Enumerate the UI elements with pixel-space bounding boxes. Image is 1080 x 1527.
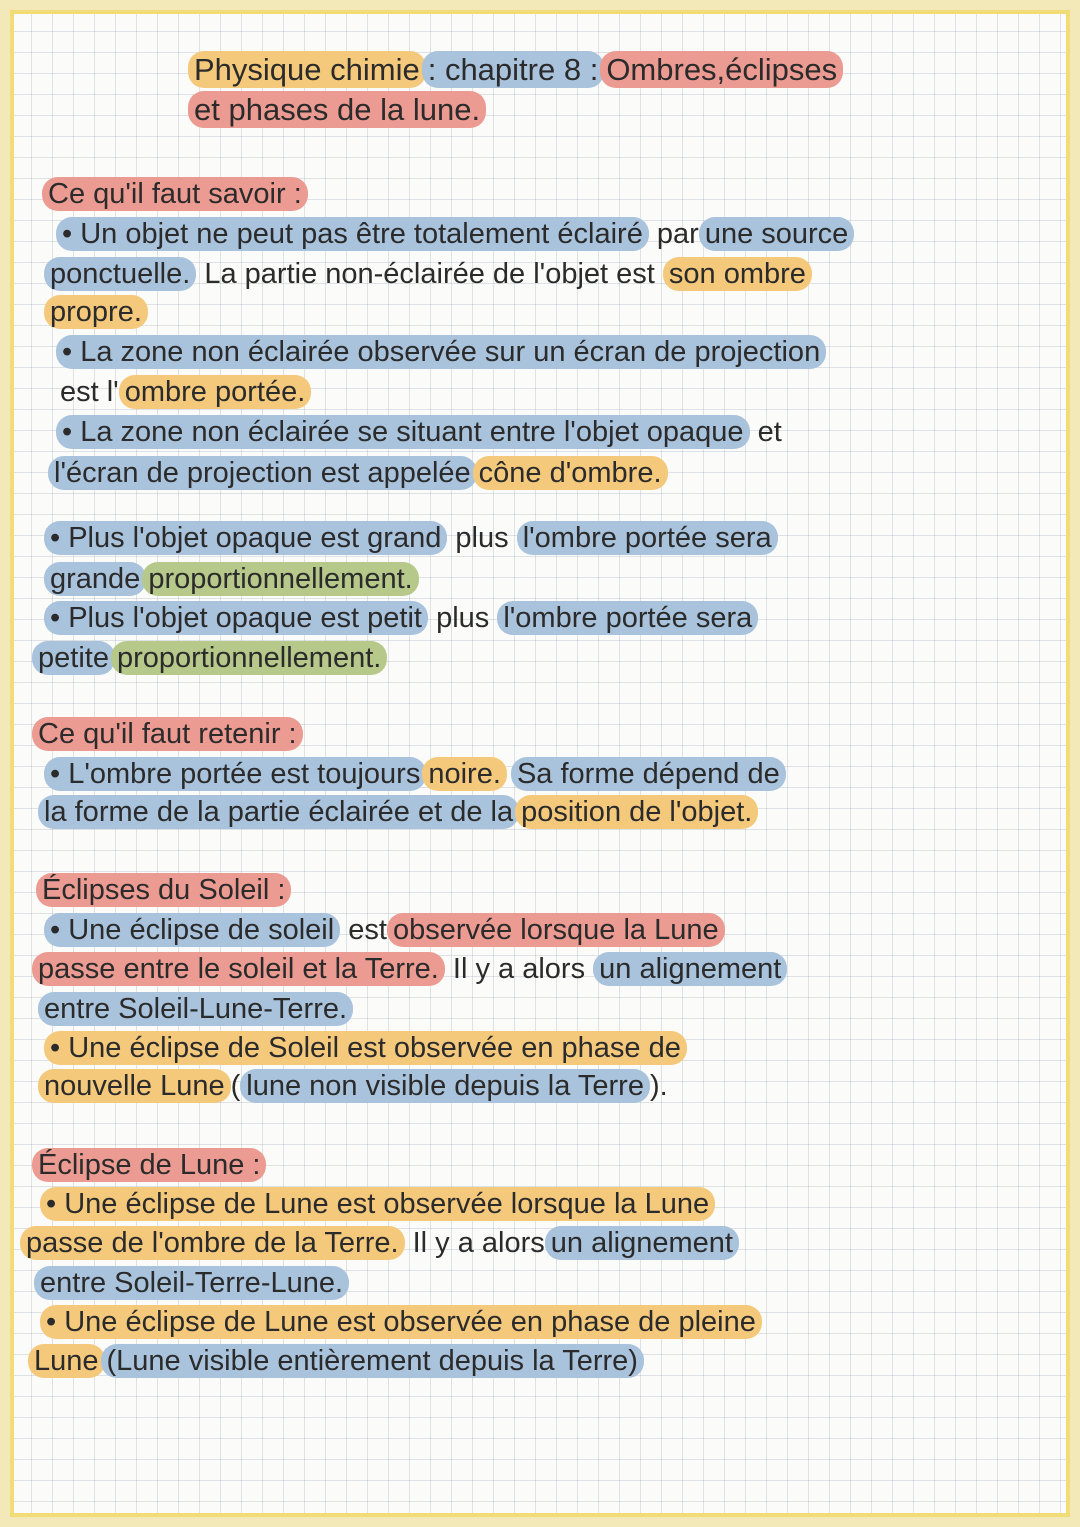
page-title [190,52,841,88]
soleil-line-2: passe entre le soleil et la Terre. Il y a alors un alignement [34,951,785,987]
retenir-line-1: • L'ombre portée est toujours noire. Sa forme dépend de [46,756,784,792]
savoir-line-3: propre. [46,294,146,330]
lune-line-5: Lune (Lune visible entièrement depuis la Terre) [30,1343,642,1379]
lune-line-3: entre Soleil-Terre-Lune. [36,1265,347,1301]
savoir-line-9: grande proportionnellement. [46,561,417,597]
title-subject: Physique chimie [188,51,426,88]
title-topic-continued: et phases de la lune. [188,91,486,128]
savoir-line-1: • Un objet ne peut pas être totalement éclairé par une source [58,216,852,252]
savoir-line-8: • Plus l'objet opaque est grand plus l'ombre portée sera [46,520,776,556]
section-heading-savoir: Ce qu'il faut savoir : [44,176,306,212]
savoir-line-5: est l' ombre portée. [58,374,309,410]
savoir-line-6: • La zone non éclairée se situant entre l'objet opaque et [58,414,784,450]
lune-line-1: • Une éclipse de Lune est observée lorsque la Lune [42,1186,713,1222]
title-chapter: : chapitre 8 : [422,51,605,88]
savoir-line-11: petite proportionnellement. [34,640,385,676]
lune-line-4: • Une éclipse de Lune est observée en phase de pleine [42,1304,760,1340]
soleil-line-5: nouvelle Lune ( lune non visible depuis la Terre ). [40,1068,670,1104]
section-heading-retenir: Ce qu'il faut retenir : [34,716,301,752]
soleil-line-4: • Une éclipse de Soleil est observée en phase de [46,1030,685,1066]
savoir-line-7: l'écran de projection est appelée cône d'ombre. [50,455,666,491]
section-heading-lune: Éclipse de Lune : [34,1147,264,1183]
soleil-line-3: entre Soleil-Lune-Terre. [40,991,351,1027]
retenir-line-2: la forme de la partie éclairée et de la position de l'objet. [40,794,756,830]
lune-line-2: passe de l'ombre de la Terre. Il y a alors un alignement [22,1225,737,1261]
section-heading-soleil: Éclipses du Soleil : [38,872,289,908]
savoir-line-2: ponctuelle. La partie non-éclairée de l'objet est son ombre [46,256,810,292]
savoir-line-4: • La zone non éclairée observée sur un écran de projection [58,334,824,370]
title-topic: Ombres,éclipses [600,51,843,88]
savoir-line-10: • Plus l'objet opaque est petit plus l'ombre portée sera [46,600,756,636]
page-title-line2 [190,92,484,128]
soleil-line-1: • Une éclipse de soleil est observée lorsque la Lune [46,912,723,948]
